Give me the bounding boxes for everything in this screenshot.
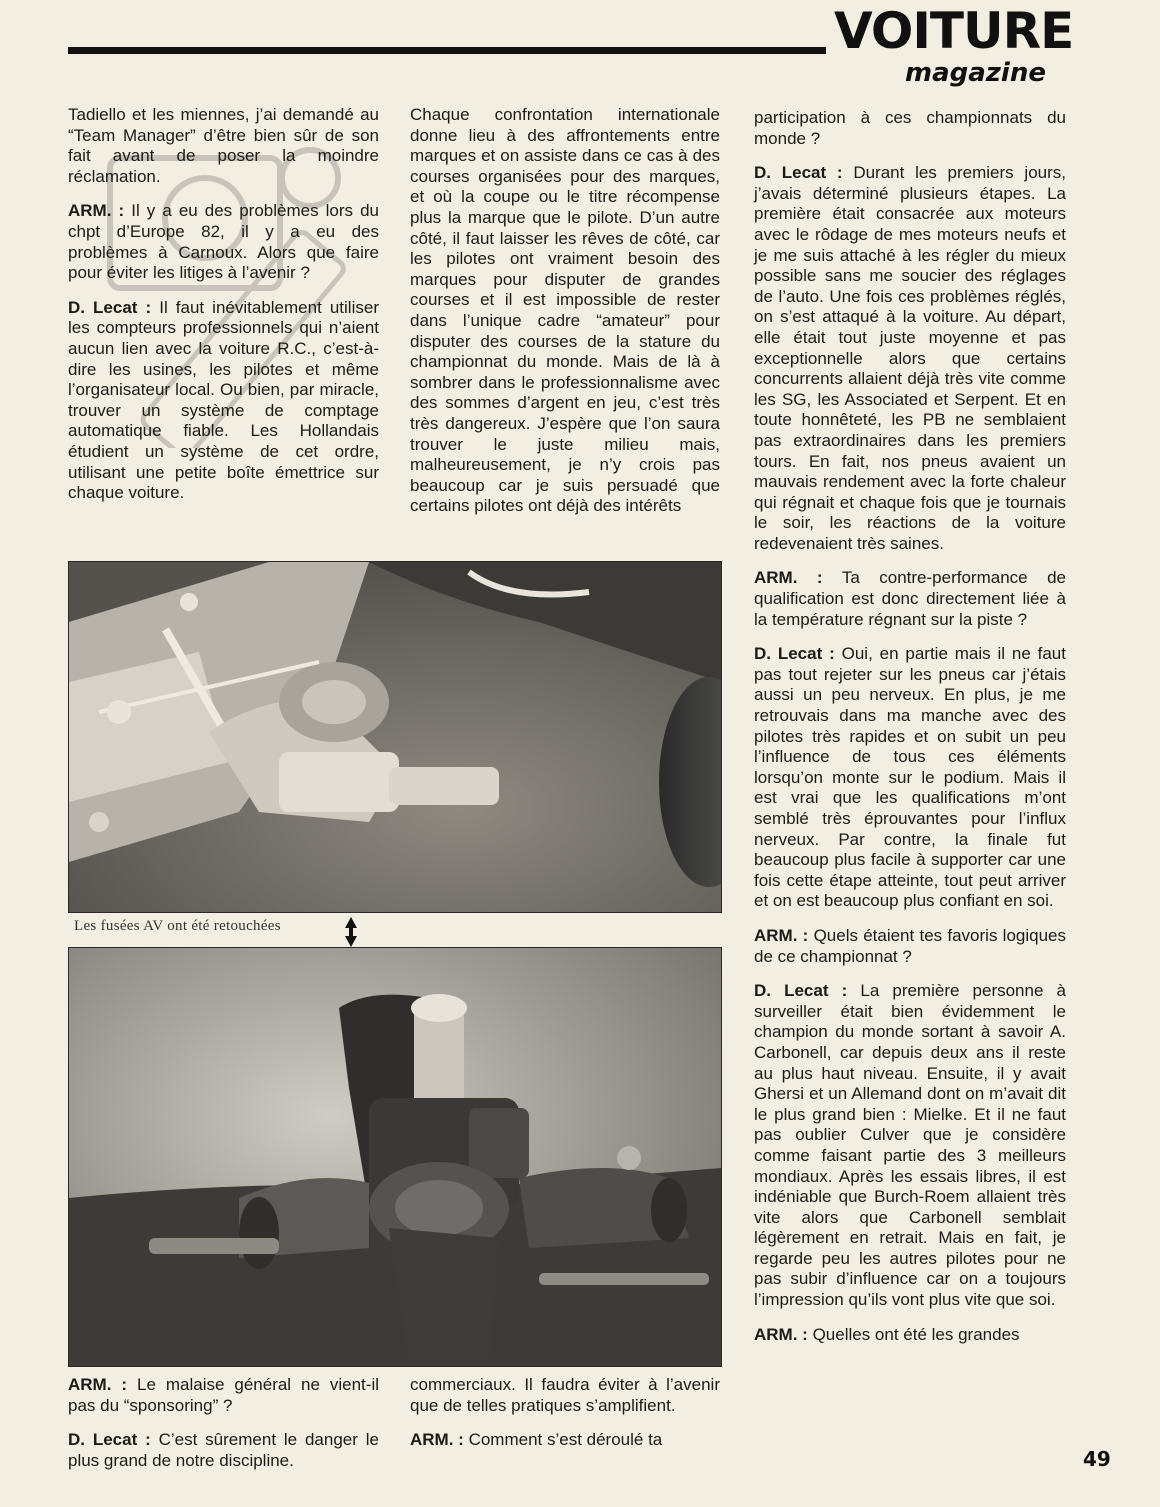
- magazine-logo: VOITURE: [834, 2, 1074, 60]
- paragraph: [68, 105, 379, 187]
- paragraph: [68, 1375, 379, 1416]
- paragraph: [68, 298, 379, 504]
- paragraph: [410, 1430, 720, 1451]
- speaker: ARM. :: [410, 1430, 464, 1450]
- paragraph: [410, 105, 720, 517]
- paragraph-text: Le malaise général ne vient-il pas du “sponsoring” ?: [68, 1375, 379, 1415]
- paragraph-text: La première personne à surveiller était bien évidemment le champion du monde sortant à savoir A. Carbonell, car depuis deux ans il reste au plus haut niveau. Ensuite, il y avait Ghersi et un Allemand dont on m’avait dit le plus grand bien : Mielke. Et il ne faut pas oublier Culver que je considère comme faisant partie des 3 meilleurs mondiaux. Après les essais libres, il est indéniable que Burch-Roem allaient très vite alors que Carbonell semblait légèrement en retrait. Mais en fait, je regarde peu les autres pilotes pour ne pas subir d’influence car on a toujours l’impression qu’ils vont plus vite que soi.: [754, 981, 1066, 1310]
- speaker: D. Lecat :: [68, 1430, 151, 1450]
- paragraph-text: Il faut inévitablement utiliser les compteurs professionnels qui n’aient aucun lien avec la voiture R.C., c’est-à-dire les usines, les pilotes et même l’organisateur local. Ou bien, par miracle, trouver un système de comptage automatique fiable. Les Hollandais étudient un système de cet ordre, utilisant une petite boîte émettrice sur chaque voiture.: [68, 297, 379, 503]
- speaker: D. Lecat :: [754, 163, 843, 183]
- paragraph-text: Quels étaient tes favoris logiques de ce championnat ?: [754, 925, 1066, 966]
- header-rule: [68, 47, 826, 54]
- paragraph: [754, 108, 1066, 149]
- paragraph-text: C’est sûrement le danger le plus grand de notre discipline.: [68, 1430, 379, 1470]
- text-column-2-bottom: [410, 1375, 720, 1451]
- paragraph: [68, 201, 379, 283]
- paragraph-text: Comment s’est déroulé ta: [468, 1430, 663, 1450]
- paragraph: [754, 163, 1066, 554]
- photo-caption: Les fusées AV ont été retouchées: [74, 918, 281, 934]
- paragraph: [754, 644, 1066, 912]
- text-column-2: [410, 105, 720, 543]
- speaker: ARM. :: [754, 1324, 808, 1344]
- paragraph: [754, 568, 1066, 630]
- page-number: 49: [1083, 1447, 1111, 1471]
- paragraph-text: participation à ces championnats du monde ?: [754, 108, 1066, 148]
- paragraph-text: Chaque confrontation internationale donne lieu à des affrontements entre marques et on assiste dans ce cas à des courses organisées pour des marques, et où la coupe ou le titre récompense plus la marque que le pilote. D’un autre côté, il faut laisser les rêves de côté, car les pilotes ont vraiment besoin des marques pour disputer de grandes courses et il est impossible de rester dans l’unique cadre “amateur” pour disputer des courses de la stature du championnat du monde. Mais de là à sombrer dans le professionnalisme avec des sommes d’argent en jeu, c’est très très dangereux. J’espère que l’on saura trouver le juste milieu mais, malheureusement, je n’y crois pas beaucoup car je suis persuadé que certains pilotes ont déjà des intérêts: [410, 105, 720, 516]
- speaker: ARM. :: [754, 925, 809, 945]
- paragraph-text: commerciaux. Il faudra éviter à l’avenir que de telles pratiques s’amplifient.: [410, 1375, 720, 1415]
- text-column-1: [68, 105, 379, 504]
- speaker: ARM. :: [68, 201, 125, 221]
- paragraph-text: Ta contre-performance de qualification est donc directement liée à la température régnant sur la piste ?: [754, 568, 1067, 629]
- paragraph: [754, 926, 1066, 967]
- paragraph-text: Quelles ont été les grandes: [812, 1324, 1020, 1344]
- photo-kingpin-detail: [68, 947, 722, 1367]
- speaker: ARM. :: [68, 1375, 128, 1394]
- speaker: ARM. :: [754, 568, 823, 588]
- paragraph: [754, 981, 1066, 1311]
- text-column-3: [754, 108, 1066, 1345]
- speaker: D. Lecat :: [754, 644, 835, 664]
- paragraph: [410, 1375, 720, 1416]
- paragraph-text: Durant les premiers jours, j’avais déterminé plusieurs étapes. La première était consacrée aux moteurs avec le rôdage de mes moteurs neufs et je me suis attaché à les régler du mieux possible sans me soucier des réglages de l’auto. Une fois ces problèmes réglés, on s’est attaqué à la voiture. Au départ, elle était tout juste moyenne et pas exceptionnelle alors que certains concurrents allaient déjà très vite comme les SG, les Associated et Serpent. Et en toute honnêteté, les PB ne semblaient pas extraordinaires dans les premiers tours. En fait, nos pneus avaient un mauvais rendement avec la forte chaleur qui régnait et chaque fois que je tournais le soir, les réactions de la voiture redevenaient très saines.: [754, 163, 1066, 553]
- photo-front-suspension: [68, 561, 722, 913]
- paragraph: [68, 1430, 379, 1471]
- paragraph-text: Il y a eu des problèmes lors du chpt d’Europe 82, il y a eu des problèmes à Carnoux. Alors que faire pour éviter les litiges à l’avenir ?: [68, 201, 380, 283]
- caption-arrow-icon: [344, 917, 358, 947]
- paragraph: [754, 1325, 1066, 1346]
- paragraph-text: Oui, en partie mais il ne faut pas tout rejeter sur les pneus car j’étais aussi un peu nerveux. En plus, je me retrouvais dans ma manche avec des pilotes très rapides et on subit un peu l’influence de tous ces éléments lorsqu’on monte sur le podium. Mais il est vrai que les qualifications m’ont semblé très éprouvantes pour l’influx nerveux. Par contre, la finale fut beaucoup plus facile à supporter car une fois cette étape atteinte, tout peut arriver et on est beaucoup plus confiant en soi.: [754, 644, 1066, 911]
- text-column-1-bottom: [68, 1375, 379, 1471]
- paragraph-text: Tadiello et les miennes, j’ai demandé au “Team Manager” d’être bien sûr de son fait avant de poser la moindre réclamation.: [68, 105, 379, 186]
- magazine-logo-sub: magazine: [905, 58, 1046, 88]
- speaker: D. Lecat :: [68, 297, 152, 317]
- speaker: D. Lecat :: [754, 981, 848, 1001]
